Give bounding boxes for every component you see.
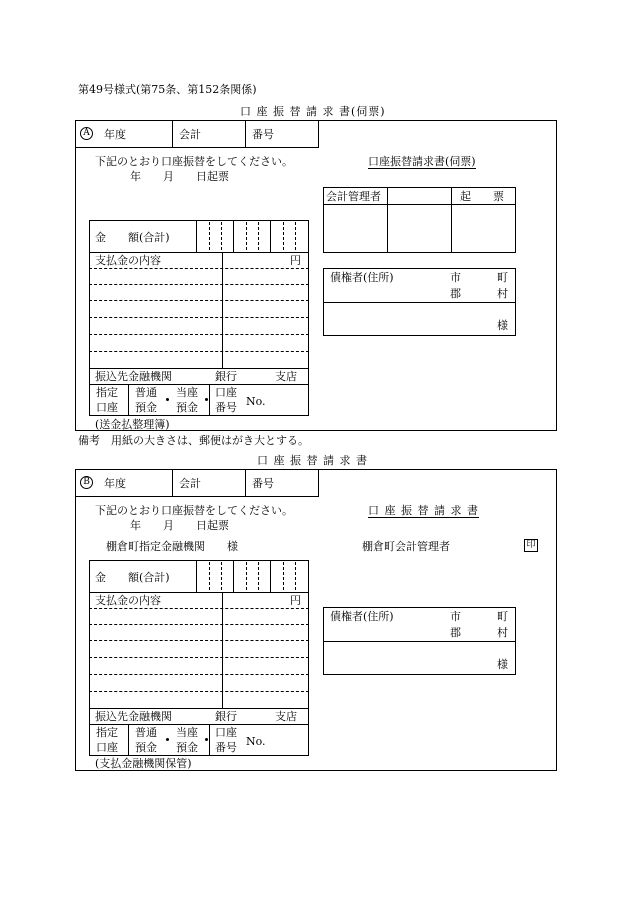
- gun-label: 郡: [450, 287, 461, 300]
- content-label: 支払金の内容: [95, 254, 161, 267]
- section-b-marker: B: [80, 476, 93, 489]
- creditor-label: 債権者(住所): [330, 610, 394, 623]
- yen-label: 円: [290, 254, 301, 267]
- machi-label: 町: [497, 610, 508, 623]
- yokin1-label: 預金: [135, 741, 157, 754]
- kaikei-label: 会計: [179, 128, 201, 141]
- date-text: 年 月 日起票: [130, 519, 229, 532]
- amount-label: 金 額(合計): [95, 231, 170, 244]
- right-title: 口 座 振 替 請 求 書: [368, 504, 479, 517]
- manager-label: 会計管理者: [326, 190, 381, 203]
- kihyo-label: 起 票: [460, 190, 504, 203]
- addressee-text: 棚倉町指定金融機関 様: [106, 540, 238, 553]
- nendo-label: 年度: [104, 128, 126, 141]
- content-label: 支払金の内容: [95, 594, 161, 607]
- bango2-label: 番号: [215, 401, 237, 414]
- bank-label: 振込先金融機関: [95, 710, 172, 723]
- sama-label: 様: [497, 319, 508, 332]
- koza2-label: 口座: [215, 726, 237, 739]
- note-text: 備考 用紙の大きさは、郵便はがき大とする。: [78, 434, 309, 447]
- yokin2-label: 預金: [176, 741, 198, 754]
- koza-label: 口座: [96, 741, 118, 754]
- shiten-label: 支店: [275, 710, 297, 723]
- footer-label: (送金払整理簿): [95, 418, 170, 431]
- instruction-text: 下記のとおり口座振替をしてください。: [95, 155, 293, 168]
- mura-label: 村: [497, 626, 508, 639]
- toza-label: 当座: [176, 726, 198, 739]
- bango2-label: 番号: [215, 741, 237, 754]
- ginko-label: 銀行: [215, 710, 237, 723]
- section-a-title: 口 座 振 替 請 求 書(伺票): [240, 105, 386, 118]
- amount-label: 金 額(合計): [95, 571, 170, 584]
- machi-label: 町: [497, 271, 508, 284]
- bango-label: 番号: [252, 128, 274, 141]
- yokin1-label: 預金: [135, 401, 157, 414]
- shi-label: 市: [450, 610, 461, 623]
- no-label: No.: [246, 735, 266, 748]
- right-title: 口座振替請求書(伺票): [368, 155, 476, 168]
- mura-label: 村: [497, 287, 508, 300]
- manager-text: 棚倉町会計管理者: [362, 540, 450, 553]
- amount-table: [89, 220, 309, 416]
- shiten-label: 支店: [275, 370, 297, 383]
- shitei-label: 指定: [96, 726, 118, 739]
- toza-label: 当座: [176, 386, 198, 399]
- kaikei-label: 会計: [179, 477, 201, 490]
- koza-label: 口座: [96, 401, 118, 414]
- creditor-label: 債権者(住所): [330, 271, 394, 284]
- amount-table: [89, 560, 309, 756]
- yen-label: 円: [290, 594, 301, 607]
- gun-label: 郡: [450, 626, 461, 639]
- futsu-label: 普通: [135, 726, 157, 739]
- no-label: No.: [246, 395, 266, 408]
- footer-label: (支払金融機関保管): [95, 757, 192, 770]
- ginko-label: 銀行: [215, 370, 237, 383]
- form-header: 第49号様式(第75条、第152条関係): [78, 83, 257, 96]
- yokin2-label: 預金: [176, 401, 198, 414]
- section-a-marker: A: [80, 127, 93, 140]
- bango-label: 番号: [252, 477, 274, 490]
- seal-mark: 印: [524, 539, 538, 552]
- section-b-title: 口 座 振 替 請 求 書: [257, 454, 368, 467]
- shi-label: 市: [450, 271, 461, 284]
- bank-label: 振込先金融機関: [95, 370, 172, 383]
- koza2-label: 口座: [215, 386, 237, 399]
- nendo-label: 年度: [104, 477, 126, 490]
- sama-label: 様: [497, 658, 508, 671]
- futsu-label: 普通: [135, 386, 157, 399]
- date-text: 年 月 日起票: [130, 170, 229, 183]
- shitei-label: 指定: [96, 386, 118, 399]
- instruction-text: 下記のとおり口座振替をしてください。: [95, 504, 293, 517]
